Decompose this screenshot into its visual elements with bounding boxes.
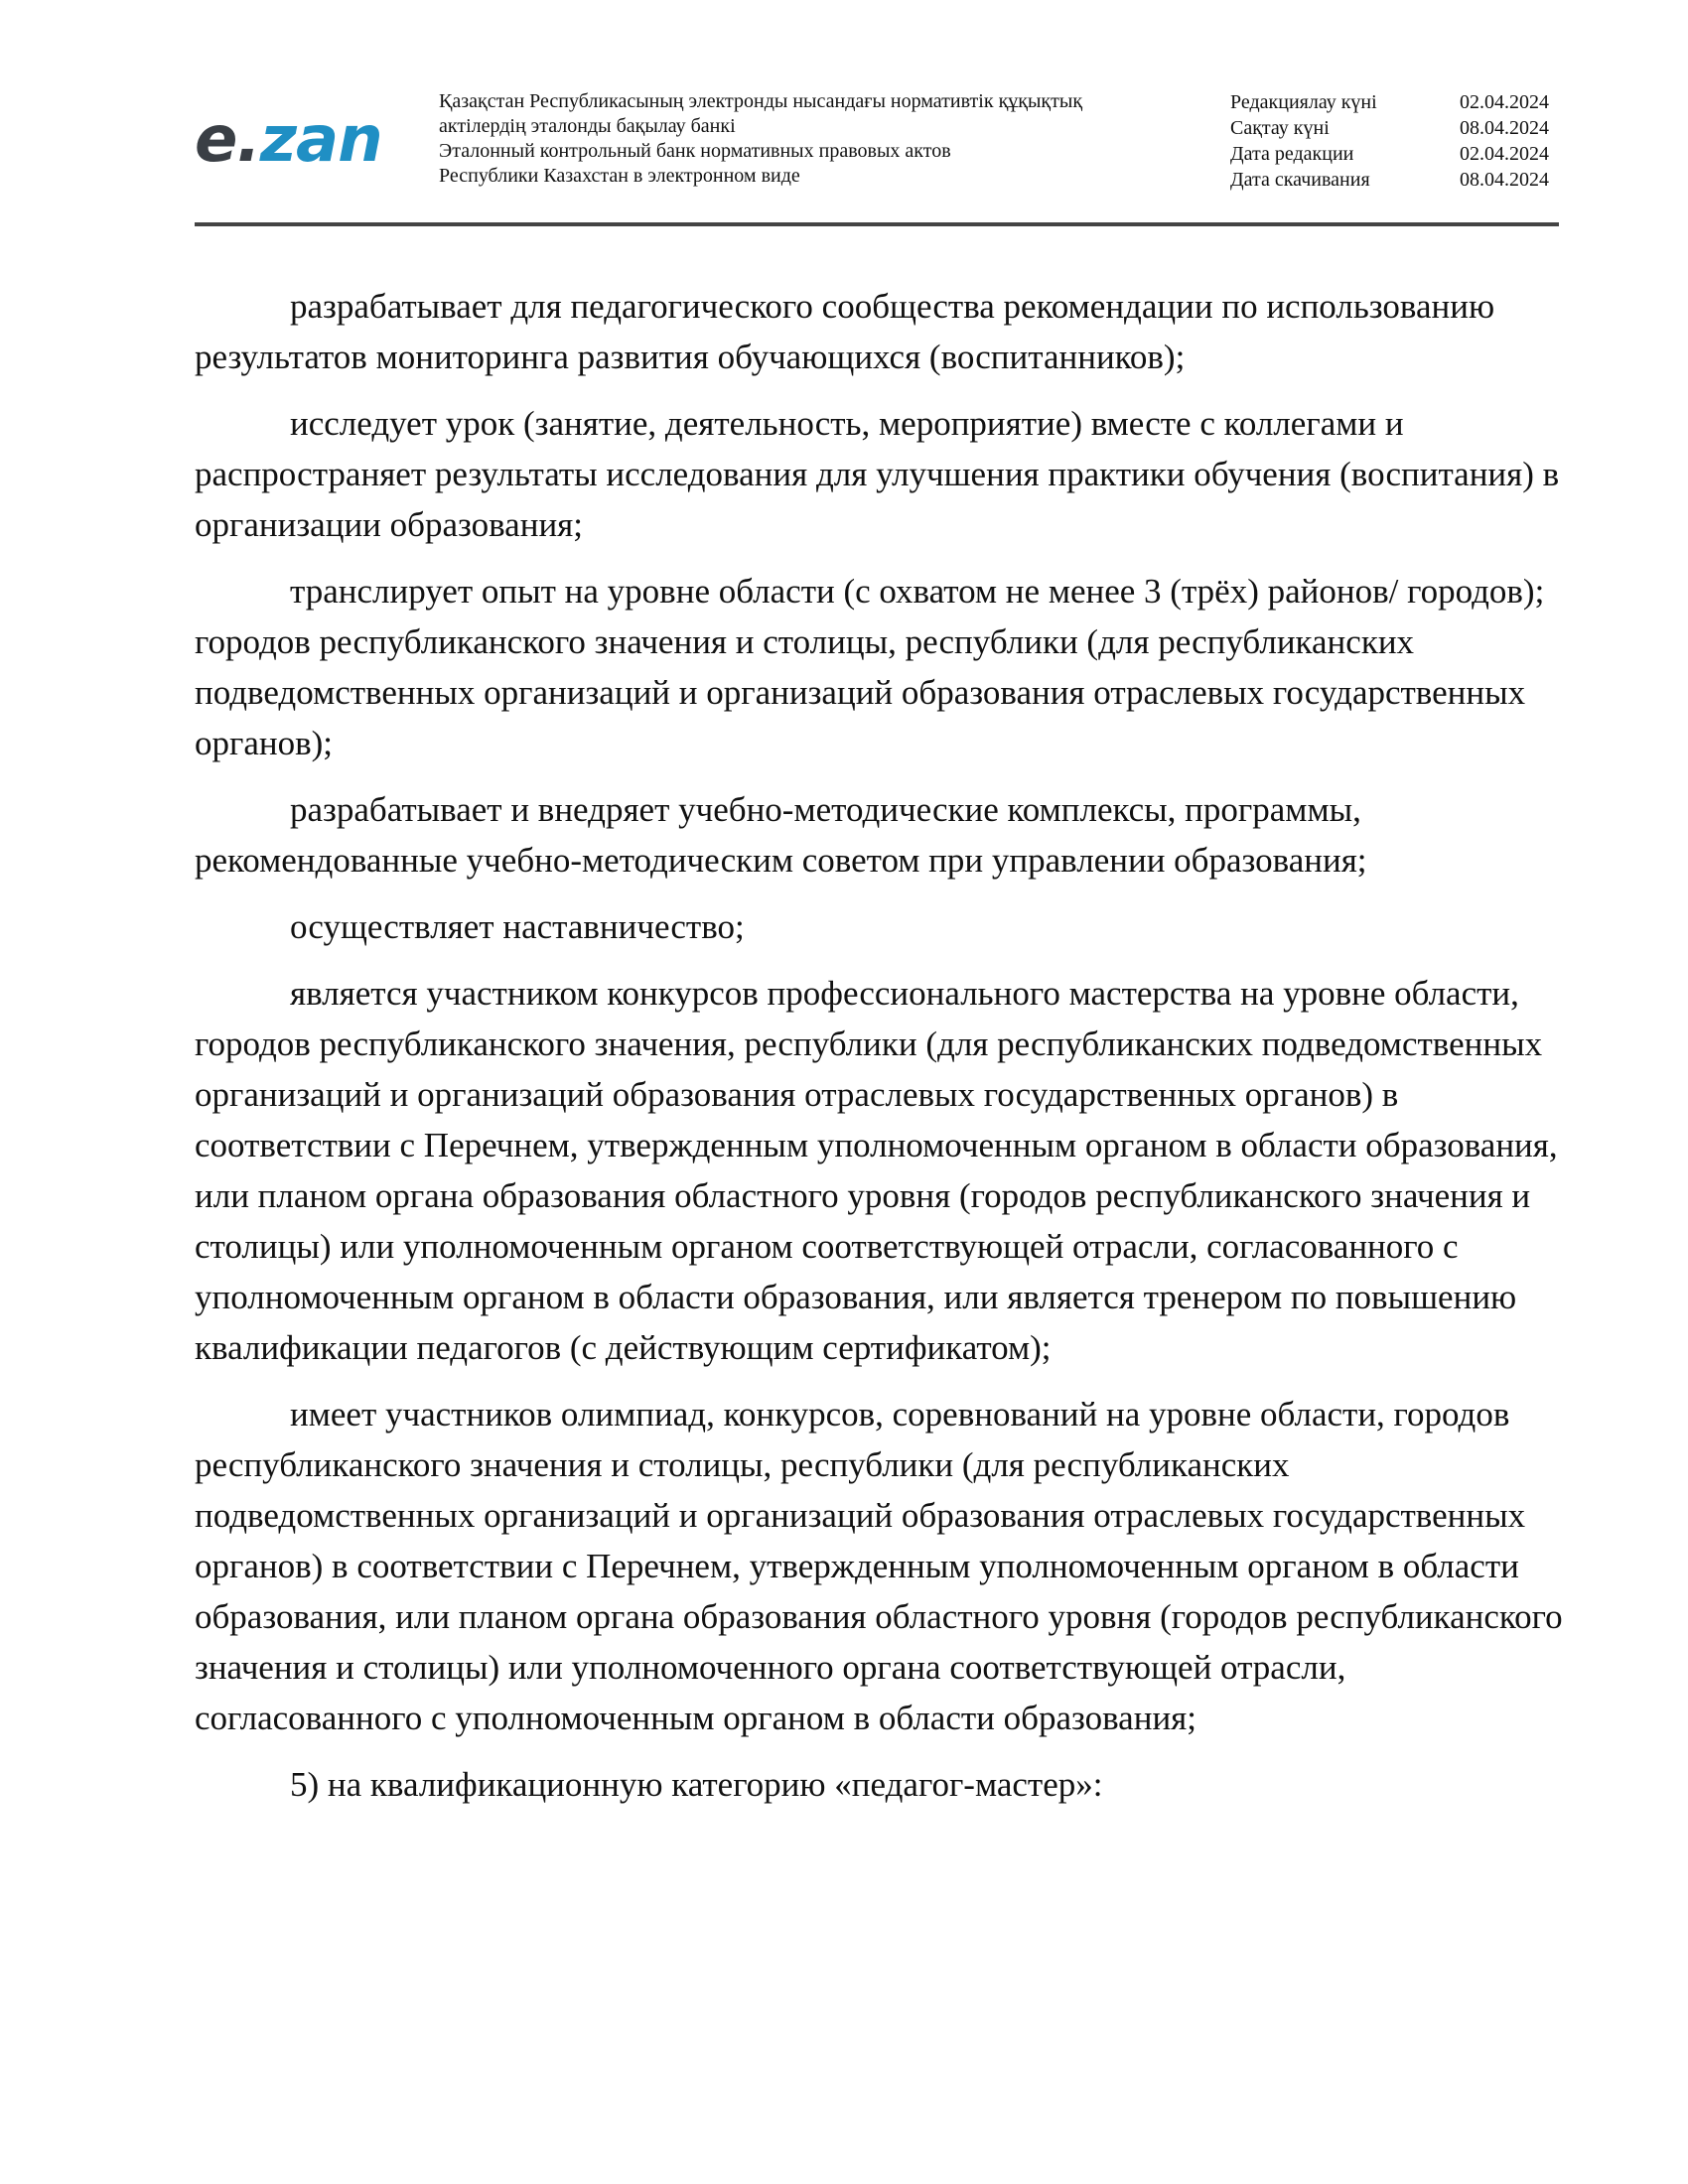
bank-title-line: Қазақстан Республикасының электронды нысандағы нормативтік құқықтық [439,90,1083,112]
document-header [195,87,1559,216]
document-body [195,281,1563,1826]
date-label: Редакциялау күні [1230,91,1377,113]
date-label: Сақтау күні [1230,117,1330,139]
body-paragraph: имеет участников олимпиад, конкурсов, соревнований на уровне области, городов республиканского значения и столицы, республики (для республиканских подведомственных организаций и организаций образования отраслевых государственных органов) в соответствии с Перечнем, утвержденным уполномоченным органом в области образования, или планом органа образования областного уровня (городов республиканского значения и столицы) или уполномоченного органа соответствующей отрасли, согласованного с уполномоченным органом в области образования; [195,1395,1563,1737]
date-row [1230,89,1559,115]
body-paragraph: является участником конкурсов профессионального мастерства на уровне области, городов республиканского значения, республики (для республиканских подведомственных организаций и организаций образования отраслевых государственных органов) в соответствии с Перечнем, утвержденным уполномоченным органом в области образования, или планом органа образования областного уровня (городов республиканского значения и столицы) или уполномоченным органом соответствующей отрасли, согласованного с уполномоченным органом в области образования, или является тренером по повышению квалификации педагогов (с действующим сертификатом); [195,974,1558,1367]
date-value: 08.04.2024 [1460,169,1549,191]
dates-block [1230,89,1559,193]
bank-title-line: актілердің эталонды бақылау банкі [439,115,736,137]
bank-title-line: Эталонный контрольный банк нормативных правовых актов [439,140,951,162]
date-value: 08.04.2024 [1460,117,1549,139]
date-value: 02.04.2024 [1460,143,1549,165]
date-value: 02.04.2024 [1460,91,1549,113]
date-label: Дата редакции [1230,143,1354,165]
body-paragraph: разрабатывает и внедряет учебно-методические комплексы, программы, рекомендованные учебно-методическим советом при управлении образования; [195,790,1367,880]
body-paragraph: осуществляет наставничество; [290,907,745,946]
date-row [1230,167,1559,193]
header-divider [195,222,1559,226]
date-label: Дата скачивания [1230,169,1370,191]
body-paragraph: исследует урок (занятие, деятельность, мероприятие) вместе с коллегами и распространяет результаты исследования для улучшения практики обучения (воспитания) в организации образования; [195,404,1560,544]
bank-title [439,89,1154,189]
date-row [1230,141,1559,167]
body-paragraph: разрабатывает для педагогического сообщества рекомендации по использованию результатов мониторинга развития обучающихся (воспитанников); [195,287,1495,376]
date-row [1230,115,1559,141]
ezan-logo: e.zan [195,103,382,177]
body-paragraph: транслирует опыт на уровне области (с охватом не менее 3 (трёх) районов/ городов); городов республиканского значения и столицы, республики (для республиканских подведомственных организаций и организаций образования отраслевых государственных органов); [195,572,1545,762]
body-paragraph: 5) на квалификационную категорию «педагог-мастер»: [290,1765,1103,1804]
bank-title-line: Республики Казахстан в электронном виде [439,165,800,187]
